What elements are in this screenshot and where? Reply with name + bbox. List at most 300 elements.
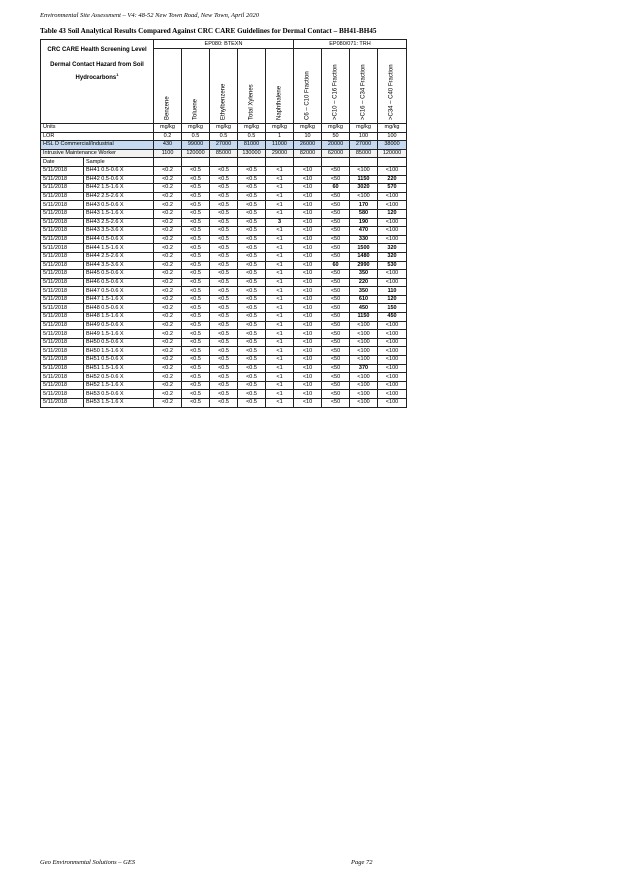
result-cell: <0.5 — [182, 373, 210, 382]
empty-cell — [210, 158, 238, 167]
result-cell: <10 — [294, 209, 322, 218]
result-cell: <10 — [294, 184, 322, 193]
result-cell: <10 — [294, 192, 322, 201]
result-cell: <1 — [266, 278, 294, 287]
empty-cell — [182, 158, 210, 167]
result-cell: 120 — [378, 295, 407, 304]
result-cell: 60 — [322, 184, 350, 193]
lor-row-cell: 0.5 — [238, 132, 266, 141]
hsl-row-cell: 11000 — [266, 141, 294, 150]
lor-row-cell: 100 — [350, 132, 378, 141]
result-cell: <0.5 — [182, 252, 210, 261]
result-cell: <10 — [294, 261, 322, 270]
result-cell: 350 — [350, 287, 378, 296]
result-cell: 170 — [350, 201, 378, 210]
result-cell: <0.5 — [210, 347, 238, 356]
sample-cell: BH52 0.5-0.6 X — [84, 373, 154, 382]
result-cell: <0.5 — [210, 338, 238, 347]
result-cell: <0.5 — [238, 364, 266, 373]
result-cell: <0.5 — [210, 278, 238, 287]
analyte-header — [154, 49, 182, 124]
result-cell: <1 — [266, 321, 294, 330]
result-cell: <0.5 — [182, 192, 210, 201]
result-cell: <0.5 — [210, 227, 238, 236]
date-cell: 5/11/2018 — [41, 235, 84, 244]
result-cell: <100 — [350, 330, 378, 339]
result-cell: <1 — [266, 373, 294, 382]
result-cell: <10 — [294, 321, 322, 330]
result-cell: <0.5 — [210, 321, 238, 330]
result-cell: 580 — [350, 209, 378, 218]
date-cell: 5/11/2018 — [41, 399, 84, 408]
result-cell: <0.5 — [182, 166, 210, 175]
result-cell: <100 — [350, 166, 378, 175]
result-cell: <1 — [266, 399, 294, 408]
analyte-label: Ethylbenzene — [220, 83, 226, 120]
result-cell: 1150 — [350, 175, 378, 184]
result-cell: <0.5 — [210, 390, 238, 399]
table-row — [41, 201, 407, 210]
result-cell: <0.2 — [154, 287, 182, 296]
result-cell: <10 — [294, 338, 322, 347]
result-cell: <0.5 — [182, 175, 210, 184]
result-cell: <0.5 — [210, 235, 238, 244]
analyte-label: Benzene — [164, 96, 170, 120]
date-cell: 5/11/2018 — [41, 356, 84, 365]
result-cell: <0.2 — [154, 252, 182, 261]
imw-row-cell: 120000 — [378, 149, 407, 158]
result-cell: <0.5 — [182, 270, 210, 279]
units-row-label: Units — [41, 124, 154, 133]
result-cell: <1 — [266, 330, 294, 339]
units-row-cell: mg/kg — [322, 124, 350, 133]
result-cell: <0.5 — [182, 338, 210, 347]
hsl-row — [41, 141, 407, 150]
table-row — [41, 252, 407, 261]
imw-row-cell: 82000 — [294, 149, 322, 158]
result-cell: <50 — [322, 295, 350, 304]
result-cell: 220 — [378, 175, 407, 184]
result-cell: <100 — [378, 356, 407, 365]
result-cell: 570 — [378, 184, 407, 193]
result-cell: <1 — [266, 338, 294, 347]
lor-row-cell: 1 — [266, 132, 294, 141]
page-header: Environmental Site Assessment – V4: 48-52 New Town Road, New Town, April 2020 — [40, 12, 259, 19]
result-cell: <10 — [294, 364, 322, 373]
result-cell: 370 — [350, 364, 378, 373]
date-header: Date — [41, 158, 84, 167]
table-row — [41, 209, 407, 218]
units-row-cell: mg/kg — [182, 124, 210, 133]
result-cell: <0.5 — [182, 347, 210, 356]
sample-cell: BH42 0.5-0.6 X — [84, 175, 154, 184]
result-cell: 610 — [350, 295, 378, 304]
result-cell: <50 — [322, 321, 350, 330]
hsl-row-cell: 27000 — [210, 141, 238, 150]
result-cell: <100 — [350, 321, 378, 330]
analyte-label: C6 – C10 Fraction — [304, 71, 310, 120]
result-cell: <0.5 — [182, 227, 210, 236]
result-cell: <0.2 — [154, 244, 182, 253]
crc-subtitle — [41, 61, 153, 83]
result-cell: <100 — [378, 278, 407, 287]
result-cell: <50 — [322, 364, 350, 373]
result-cell: <0.5 — [210, 270, 238, 279]
result-cell: <0.5 — [238, 347, 266, 356]
result-cell: <1 — [266, 270, 294, 279]
result-cell: <0.5 — [182, 390, 210, 399]
result-cell: <50 — [322, 175, 350, 184]
result-cell: <100 — [378, 192, 407, 201]
result-cell: 320 — [378, 244, 407, 253]
date-cell: 5/11/2018 — [41, 192, 84, 201]
analyte-label: Total Xylenes — [248, 84, 254, 120]
result-cell: <1 — [266, 201, 294, 210]
table-row — [41, 192, 407, 201]
hsl-row-cell: 26000 — [294, 141, 322, 150]
result-cell: <10 — [294, 304, 322, 313]
date-cell: 5/11/2018 — [41, 287, 84, 296]
result-cell: <0.5 — [182, 235, 210, 244]
sample-cell: BH43 2.5-2.6 X — [84, 218, 154, 227]
analyte-header — [322, 49, 350, 124]
result-cell: <1 — [266, 313, 294, 322]
result-cell: <100 — [378, 321, 407, 330]
result-cell: <0.5 — [238, 330, 266, 339]
result-cell: 150 — [378, 304, 407, 313]
result-cell: <0.5 — [210, 218, 238, 227]
result-cell: <0.5 — [238, 304, 266, 313]
table-row — [41, 330, 407, 339]
result-cell: <10 — [294, 399, 322, 408]
result-cell: <100 — [350, 399, 378, 408]
imw-row — [41, 149, 407, 158]
result-cell: <0.5 — [238, 390, 266, 399]
empty-cell — [322, 158, 350, 167]
result-cell: <1 — [266, 261, 294, 270]
result-cell: <0.5 — [238, 270, 266, 279]
date-cell: 5/11/2018 — [41, 373, 84, 382]
result-cell: <0.5 — [238, 399, 266, 408]
result-cell: <0.2 — [154, 201, 182, 210]
result-cell: <10 — [294, 313, 322, 322]
result-cell: <0.5 — [238, 295, 266, 304]
result-cell: <1 — [266, 175, 294, 184]
result-cell: <0.2 — [154, 338, 182, 347]
result-cell: <1 — [266, 235, 294, 244]
result-cell: 2990 — [350, 261, 378, 270]
table-row — [41, 390, 407, 399]
analyte-header — [182, 49, 210, 124]
sample-cell: BH47 1.5-1.6 X — [84, 295, 154, 304]
hsl-row-cell: 99000 — [182, 141, 210, 150]
result-cell: <0.5 — [238, 184, 266, 193]
sample-cell: BH48 1.5-1.6 X — [84, 313, 154, 322]
result-cell: 350 — [350, 270, 378, 279]
result-cell: <0.5 — [238, 261, 266, 270]
sample-cell: BH53 1.5-1.6 X — [84, 399, 154, 408]
result-cell: <0.5 — [182, 364, 210, 373]
empty-cell — [238, 158, 266, 167]
result-cell: <0.5 — [210, 166, 238, 175]
date-cell: 5/11/2018 — [41, 304, 84, 313]
imw-row-cell: 62000 — [322, 149, 350, 158]
analyte-header — [210, 49, 238, 124]
date-cell: 5/11/2018 — [41, 313, 84, 322]
result-cell: <0.2 — [154, 373, 182, 382]
analyte-label: Toluene — [192, 98, 198, 120]
result-cell: <1 — [266, 347, 294, 356]
units-row-cell: mg/kg — [294, 124, 322, 133]
hsl-row-cell: 430 — [154, 141, 182, 150]
date-cell: 5/11/2018 — [41, 227, 84, 236]
date-cell: 5/11/2018 — [41, 321, 84, 330]
group-btexn: EP080: BTEXN — [154, 40, 294, 49]
result-cell: 190 — [350, 218, 378, 227]
footer-company: Geo Environmental Solutions – GES — [40, 859, 136, 866]
result-cell: <0.5 — [238, 244, 266, 253]
result-cell: <0.5 — [210, 175, 238, 184]
result-cell: <0.2 — [154, 218, 182, 227]
date-cell: 5/11/2018 — [41, 364, 84, 373]
imw-row-cell: 85000 — [350, 149, 378, 158]
result-cell: <1 — [266, 244, 294, 253]
hsl-row-cell: 81000 — [238, 141, 266, 150]
result-cell: <0.5 — [238, 209, 266, 218]
result-cell: <0.5 — [210, 356, 238, 365]
sample-cell: BH53 0.5-0.6 X — [84, 390, 154, 399]
result-cell: <100 — [350, 356, 378, 365]
sample-cell: BH41 0.5-0.6 X — [84, 166, 154, 175]
result-cell: <100 — [350, 390, 378, 399]
sample-cell: BH42 1.5-1.6 X — [84, 184, 154, 193]
table-row — [41, 218, 407, 227]
table-row — [41, 235, 407, 244]
result-cell: <0.5 — [238, 356, 266, 365]
result-cell: <0.5 — [210, 295, 238, 304]
lor-row — [41, 132, 407, 141]
table-row — [41, 175, 407, 184]
table-row — [41, 261, 407, 270]
sample-cell: BH49 1.5-1.6 X — [84, 330, 154, 339]
result-cell: <0.2 — [154, 313, 182, 322]
result-cell: <100 — [378, 235, 407, 244]
result-cell: <0.5 — [238, 166, 266, 175]
date-cell: 5/11/2018 — [41, 295, 84, 304]
result-cell: <0.2 — [154, 184, 182, 193]
result-cell: <10 — [294, 356, 322, 365]
result-cell: <0.2 — [154, 330, 182, 339]
result-cell: <50 — [322, 338, 350, 347]
result-cell: <1 — [266, 390, 294, 399]
result-cell: 1500 — [350, 244, 378, 253]
result-cell: <1 — [266, 364, 294, 373]
sample-cell: BH43 1.5-1.6 X — [84, 209, 154, 218]
result-cell: <50 — [322, 252, 350, 261]
result-cell: <100 — [378, 399, 407, 408]
result-cell: 1480 — [350, 252, 378, 261]
result-cell: 3 — [266, 218, 294, 227]
result-cell: <10 — [294, 244, 322, 253]
date-cell: 5/11/2018 — [41, 347, 84, 356]
result-cell: <100 — [350, 347, 378, 356]
result-cell: <50 — [322, 347, 350, 356]
group-trh: EP080/071: TRH — [294, 40, 407, 49]
result-cell: <50 — [322, 330, 350, 339]
result-cell: 450 — [350, 304, 378, 313]
sample-cell: BH50 1.5-1.6 X — [84, 347, 154, 356]
result-cell: <0.5 — [210, 201, 238, 210]
result-cell: <10 — [294, 330, 322, 339]
result-cell: <0.5 — [210, 184, 238, 193]
empty-cell — [154, 158, 182, 167]
result-cell: <1 — [266, 356, 294, 365]
date-cell: 5/11/2018 — [41, 330, 84, 339]
result-cell: 1150 — [350, 313, 378, 322]
table-row — [41, 399, 407, 408]
result-cell: <100 — [378, 364, 407, 373]
sample-cell: BH46 0.5-0.6 X — [84, 278, 154, 287]
analyte-header — [266, 49, 294, 124]
result-cell: <100 — [350, 373, 378, 382]
result-cell: <1 — [266, 252, 294, 261]
sample-cell: BH44 2.5-2.6 X — [84, 252, 154, 261]
sample-cell: BH43 3.5-3.6 X — [84, 227, 154, 236]
result-cell: <50 — [322, 390, 350, 399]
result-cell: <0.2 — [154, 278, 182, 287]
result-cell: <50 — [322, 270, 350, 279]
result-cell: <0.2 — [154, 304, 182, 313]
result-cell: <0.5 — [238, 287, 266, 296]
date-cell: 5/11/2018 — [41, 209, 84, 218]
result-cell: 120 — [378, 209, 407, 218]
result-cell: <100 — [350, 381, 378, 390]
result-cell: <0.5 — [182, 356, 210, 365]
date-cell: 5/11/2018 — [41, 278, 84, 287]
result-cell: <0.5 — [238, 201, 266, 210]
result-cell: <0.2 — [154, 192, 182, 201]
lor-row-cell: 50 — [322, 132, 350, 141]
result-cell: <100 — [378, 218, 407, 227]
sample-cell: BH45 0.5-0.6 X — [84, 270, 154, 279]
result-cell: <0.2 — [154, 399, 182, 408]
result-cell: <0.5 — [238, 252, 266, 261]
result-cell: <10 — [294, 252, 322, 261]
result-cell: <0.5 — [210, 304, 238, 313]
result-cell: <50 — [322, 166, 350, 175]
units-row-cell: mg/kg — [154, 124, 182, 133]
sample-cell: BH47 0.5-0.6 X — [84, 287, 154, 296]
imw-row-label: Intrusive Maintenance Worker — [41, 149, 154, 158]
result-cell: <50 — [322, 373, 350, 382]
analyte-header — [350, 49, 378, 124]
units-row-cell: mg/kg — [210, 124, 238, 133]
result-cell: <0.2 — [154, 295, 182, 304]
result-cell: <50 — [322, 356, 350, 365]
result-cell: <0.5 — [182, 304, 210, 313]
date-cell: 5/11/2018 — [41, 261, 84, 270]
result-cell: <50 — [322, 278, 350, 287]
result-cell: <0.5 — [182, 330, 210, 339]
table-row — [41, 278, 407, 287]
sample-cell: BH48 0.5-0.6 X — [84, 304, 154, 313]
result-cell: <100 — [378, 338, 407, 347]
date-cell: 5/11/2018 — [41, 201, 84, 210]
date-cell: 5/11/2018 — [41, 175, 84, 184]
table-row — [41, 244, 407, 253]
result-cell: <1 — [266, 209, 294, 218]
sample-cell: BH44 1.5-1.6 X — [84, 244, 154, 253]
result-cell: <0.2 — [154, 381, 182, 390]
date-cell: 5/11/2018 — [41, 184, 84, 193]
result-cell: <0.5 — [182, 244, 210, 253]
result-cell: <50 — [322, 192, 350, 201]
result-cell: <50 — [322, 381, 350, 390]
result-cell: <0.5 — [210, 399, 238, 408]
result-cell: <1 — [266, 287, 294, 296]
table-row — [41, 347, 407, 356]
result-cell: <0.2 — [154, 209, 182, 218]
empty-cell — [378, 158, 407, 167]
result-cell: <0.2 — [154, 166, 182, 175]
imw-row-cell: 85000 — [210, 149, 238, 158]
result-cell: <0.5 — [238, 381, 266, 390]
table-row — [41, 287, 407, 296]
table-row — [41, 166, 407, 175]
result-cell: <0.5 — [210, 287, 238, 296]
result-cell: <1 — [266, 304, 294, 313]
result-cell: <0.5 — [238, 192, 266, 201]
result-cell: <50 — [322, 218, 350, 227]
imw-row-cell: 29000 — [266, 149, 294, 158]
result-cell: <10 — [294, 218, 322, 227]
result-cell: <50 — [322, 287, 350, 296]
result-cell: <0.5 — [182, 261, 210, 270]
result-cell: <0.5 — [238, 235, 266, 244]
result-cell: <0.5 — [210, 252, 238, 261]
result-cell: 110 — [378, 287, 407, 296]
result-cell: <0.5 — [238, 227, 266, 236]
result-cell: <0.5 — [210, 373, 238, 382]
result-cell: <0.5 — [182, 313, 210, 322]
table-row — [41, 373, 407, 382]
crc-title: CRC CARE Health Screening Level — [47, 47, 147, 53]
date-cell: 5/11/2018 — [41, 390, 84, 399]
table-row — [41, 356, 407, 365]
result-cell: <50 — [322, 304, 350, 313]
lor-row-label: LOR — [41, 132, 154, 141]
result-cell: <0.5 — [182, 201, 210, 210]
result-cell: <50 — [322, 227, 350, 236]
hsl-row-cell: 20000 — [322, 141, 350, 150]
result-cell: <0.5 — [182, 321, 210, 330]
date-cell: 5/11/2018 — [41, 166, 84, 175]
sample-cell: BH44 0.5-0.6 X — [84, 235, 154, 244]
result-cell: <100 — [350, 338, 378, 347]
result-cell: 220 — [350, 278, 378, 287]
units-row-cell: mg/kg — [350, 124, 378, 133]
table-row — [41, 270, 407, 279]
result-cell: <10 — [294, 270, 322, 279]
result-cell: <0.2 — [154, 261, 182, 270]
results-table — [40, 39, 407, 408]
result-cell: <100 — [378, 166, 407, 175]
result-cell: 450 — [378, 313, 407, 322]
imw-row-cell: 120000 — [182, 149, 210, 158]
lor-row-cell: 100 — [378, 132, 407, 141]
empty-cell — [294, 158, 322, 167]
table-row — [41, 313, 407, 322]
